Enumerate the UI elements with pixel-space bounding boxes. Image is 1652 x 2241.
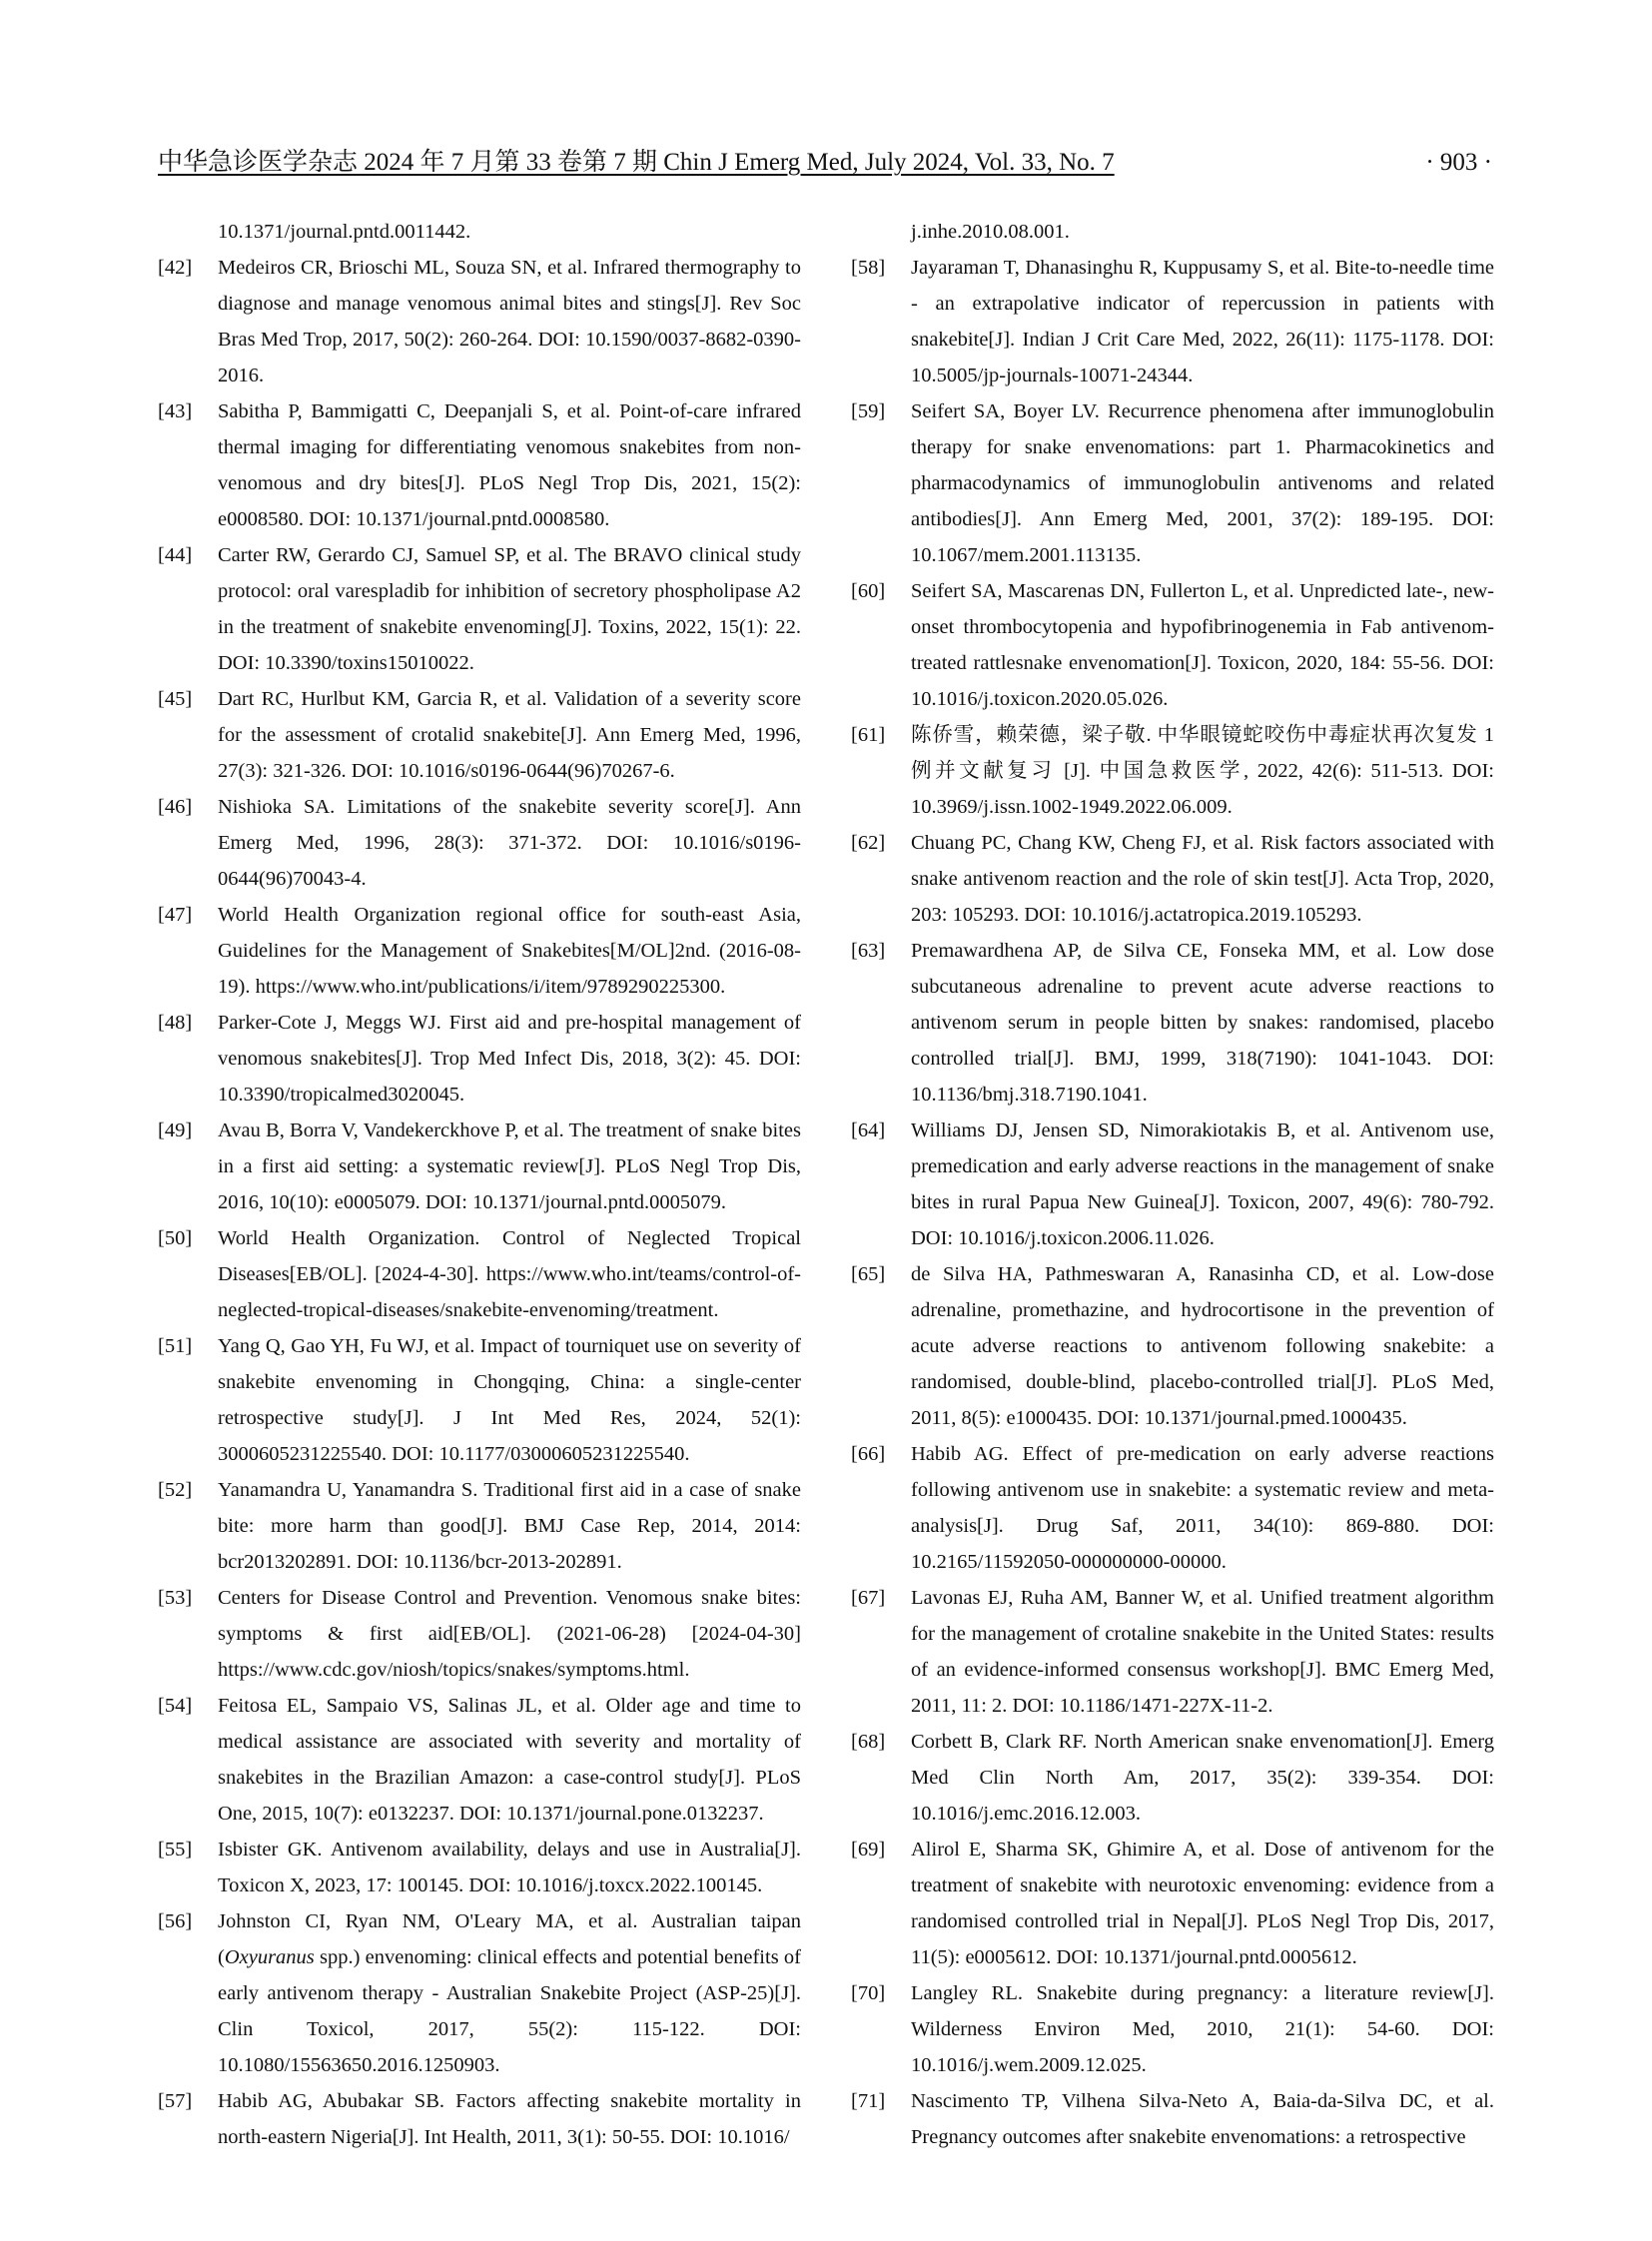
reference-item [158,1580,801,1688]
reference-text: 10.1371/journal.pntd.0011442. [218,221,471,243]
reference-item [851,1724,1494,1832]
reference-item [158,250,801,393]
reference-number: [50] [158,1227,193,1249]
reference-number: [67] [851,1587,886,1609]
reference-number: [64] [851,1120,886,1141]
reference-text: Jayaraman T, Dhanasinghu R, Kuppusamy S, et al. Bite-to-needle time - an extrapolative indicator of repercussion in patients with snakebite[J]. Indian J Crit Care Med, 2022, 26(11): 1175-1178. DOI: 10.5005/jp-journals-10071-24344. [911,257,1494,386]
reference-item [158,681,801,789]
reference-number: [57] [158,2090,193,2112]
reference-item [851,250,1494,393]
right-column [851,214,1494,2155]
page-number: · 903 · [1425,149,1492,176]
reference-number: [44] [158,544,193,566]
reference-text: de Silva HA, Pathmeswaran A, Ranasinha CD, et al. Low-dose adrenaline, promethazine, and hydrocortisone in the prevention of acute adverse reactions to antivenom following snakebite: a randomised, double-blind, placebo-controlled trial[J]. PLoS Med, 2011, 8(5): e1000435. DOI: 10.1371/journal.pmed.1000435. [911,1263,1494,1429]
reference-item [158,789,801,897]
reference-item [158,2083,801,2155]
reference-text: Yang Q, Gao YH, Fu WJ, et al. Impact of tourniquet use on severity of snakebite envenoming in Chongqing, China: a single-center retrospective study[J]. J Int Med Res, 2024, 52(1): 3000605231225540. DOI: 10.1177/03000605231225540. [218,1335,801,1465]
reference-item [851,1256,1494,1436]
reference-number: [68] [851,1731,886,1753]
reference-number: [48] [158,1012,193,1034]
reference-text: Avau B, Borra V, Vandekerckhove P, et al. The treatment of snake bites in a first aid setting: a systematic review[J]. PLoS Negl Trop Dis, 2016, 10(10): e0005079. DOI: 10.1371/journal.pntd.0005079. [218,1120,801,1213]
reference-item [158,393,801,537]
reference-number: [58] [851,257,886,279]
reference-list [851,250,1494,2155]
reference-text-part: Johnston CI, Ryan NM, O'Leary MA, et al. Australian taipan ( [218,1910,801,1968]
reference-number: [51] [158,1335,193,1357]
reference-item [158,1472,801,1580]
reference-item [158,1328,801,1472]
reference-item [851,825,1494,933]
reference-item [158,1832,801,1903]
reference-number: [47] [158,904,193,926]
reference-text: Isbister GK. Antivenom availability, delays and use in Australia[J]. Toxicon X, 2023, 17: 100145. DOI: 10.1016/j.toxcx.2022.100145. [218,1839,801,1896]
reference-text-part: spp.) envenoming: clinical effects and potential benefits of early antivenom therapy - Australian Snakebite Project (ASP-25)[J]. Clin Toxicol, 2017, 55(2): 115-122. DOI: 10.1080/15563650.2016.1250903. [218,1946,801,2076]
reference-text: Parker-Cote J, Meggs WJ. First aid and pre-hospital management of venomous snakebites[J]. Trop Med Infect Dis, 2018, 3(2): 45. DOI: 10.3390/tropicalmed3020045. [218,1012,801,1106]
reference-list [158,250,801,2155]
reference-text: Habib AG, Abubakar SB. Factors affecting snakebite mortality in north-eastern Nigeria[J]. Int Health, 2011, 3(1): 50-55. DOI: 10.1016/ [218,2090,801,2148]
reference-text: j.inhe.2010.08.001. [911,221,1070,243]
reference-number: [60] [851,580,886,602]
reference-text: World Health Organization. Control of Neglected Tropical Diseases[EB/OL]. [2024-4-30]. https://www.who.int/teams/control-of-neglected-tropical-diseases/snakebite-envenoming/treatment. [218,1227,801,1321]
reference-text: Lavonas EJ, Ruha AM, Banner W, et al. Unified treatment algorithm for the management of crotaline snakebite in the United States: results of an evidence-informed consensus workshop[J]. BMC Emerg Med, 2011, 11: 2. DOI: 10.1186/1471-227X-11-2. [911,1587,1494,1717]
reference-text: Dart RC, Hurlbut KM, Garcia R, et al. Validation of a severity score for the assessment of crotalid snakebite[J]. Ann Emerg Med, 1996, 27(3): 321-326. DOI: 10.1016/s0196-0644(96)70267-6. [218,688,801,782]
reference-item [851,1975,1494,2083]
reference-item [851,717,1494,825]
reference-text: Alirol E, Sharma SK, Ghimire A, et al. Dose of antivenom for the treatment of snakebite with neurotoxic envenoming: evidence from a randomised controlled trial in Nepal[J]. PLoS Negl Trop Dis, 2017, 11(5): e0005612. DOI: 10.1371/journal.pntd.0005612. [911,1839,1494,1968]
reference-item [851,1436,1494,1580]
reference-item [851,1832,1494,1975]
reference-item [851,2083,1494,2155]
left-column [158,214,801,2155]
reference-text: Nascimento TP, Vilhena Silva-Neto A, Baia-da-Silva DC, et al. Pregnancy outcomes after snakebite envenomations: a retrospective [911,2090,1494,2148]
reference-text: Feitosa EL, Sampaio VS, Salinas JL, et al. Older age and time to medical assistance are associated with severity and mortality of snakebites in the Brazilian Amazon: a case-control study[J]. PLoS One, 2015, 10(7): e0132237. DOI: 10.1371/journal.pone.0132237. [218,1695,801,1825]
reference-text: Premawardhena AP, de Silva CE, Fonseka MM, et al. Low dose subcutaneous adrenaline to prevent acute adverse reactions to antivenom serum in people bitten by snakes: randomised, placebo controlled trial[J]. BMJ, 1999, 318(7190): 1041-1043. DOI: 10.1136/bmj.318.7190.1041. [911,940,1494,1106]
reference-text: Seifert SA, Mascarenas DN, Fullerton L, et al. Unpredicted late-, new-onset thrombocytopenia and hypofibrinogenemia in Fab antivenom-treated rattlesnake envenomation[J]. Toxicon, 2020, 184: 55-56. DOI: 10.1016/j.toxicon.2020.05.026. [911,580,1494,710]
reference-text [218,1903,801,2083]
reference-number: [55] [158,1839,193,1861]
reference-number: [61] [851,724,886,746]
reference-text: Williams DJ, Jensen SD, Nimorakiotakis B, et al. Antivenom use, premedication and early adverse reactions in the management of snake bites in rural Papua New Guinea[J]. Toxicon, 2007, 49(6): 780-792. DOI: 10.1016/j.toxicon.2006.11.026. [911,1120,1494,1249]
reference-number: [59] [851,400,886,422]
page-header [158,146,1492,182]
reference-number: [43] [158,400,193,422]
reference-number: [53] [158,1587,193,1609]
reference-item [851,1113,1494,1256]
reference-item [158,897,801,1005]
reference-item [851,933,1494,1113]
reference-text: Carter RW, Gerardo CJ, Samuel SP, et al. The BRAVO clinical study protocol: oral varespladib for inhibition of secretory phospholipase A2 in the treatment of snakebite envenoming[J]. Toxins, 2022, 15(1): 22. DOI: 10.3390/toxins15010022. [218,544,801,674]
reference-number: [56] [158,1910,193,1932]
reference-item [158,1220,801,1328]
reference-item [158,1688,801,1832]
reference-continuation [158,214,801,250]
reference-text: Seifert SA, Boyer LV. Recurrence phenomena after immunoglobulin therapy for snake envenomations: part 1. Pharmacokinetics and pharmacodynamics of immunoglobulin antivenoms and related antibodies[J]. Ann Emerg Med, 2001, 37(2): 189-195. DOI: 10.1067/mem.2001.113135. [911,400,1494,566]
reference-text: World Health Organization regional office for south-east Asia, Guidelines for the Management of Snakebites[M/OL]2nd. (2016-08-19). https://www.who.int/publications/i/item/9789290225300. [218,904,801,998]
reference-item [158,1903,801,2083]
reference-text: Chuang PC, Chang KW, Cheng FJ, et al. Risk factors associated with snake antivenom reaction and the role of skin test[J]. Acta Trop, 2020, 203: 105293. DOI: 10.1016/j.actatropica.2019.105293. [911,832,1494,926]
reference-text: Langley RL. Snakebite during pregnancy: a literature review[J]. Wilderness Environ Med, 2010, 21(1): 54-60. DOI: 10.1016/j.wem.2009.12.025. [911,1982,1494,2076]
species-name-italic: Oxyuranus [224,1946,315,1968]
reference-text: 陈侨雪，赖荣德，梁子敬. 中华眼镜蛇咬伤中毒症状再次复发 1 例并文献复习 [J]. 中国急救医学, 2022, 42(6): 511-513. DOI: 10.3969/j.issn.1002-1949.2022.06.009. [911,724,1494,818]
reference-number: [69] [851,1839,886,1861]
reference-number: [70] [851,1982,886,2004]
reference-text: Sabitha P, Bammigatti C, Deepanjali S, et al. Point-of-care infrared thermal imaging for differentiating venomous snakebites from non-venomous and dry bites[J]. PLoS Negl Trop Dis, 2021, 15(2): e0008580. DOI: 10.1371/journal.pntd.0008580. [218,400,801,530]
reference-number: [63] [851,940,886,962]
reference-number: [49] [158,1120,193,1141]
reference-text: Yanamandra U, Yanamandra S. Traditional first aid in a case of snake bite: more harm than good[J]. BMJ Case Rep, 2014, 2014: bcr2013202891. DOI: 10.1136/bcr-2013-202891. [218,1479,801,1573]
reference-number: [71] [851,2090,886,2112]
reference-number: [54] [158,1695,193,1717]
reference-number: [52] [158,1479,193,1501]
reference-number: [66] [851,1443,886,1465]
reference-item [158,537,801,681]
reference-item [851,1580,1494,1724]
reference-item [851,393,1494,573]
reference-number: [62] [851,832,886,854]
reference-text: Corbett B, Clark RF. North American snake envenomation[J]. Emerg Med Clin North Am, 2017, 35(2): 339-354. DOI: 10.1016/j.emc.2016.12.003. [911,1731,1494,1825]
reference-item [158,1113,801,1220]
reference-item [158,1005,801,1113]
journal-header: 中华急诊医学杂志 2024 年 7 月第 33 卷第 7 期 Chin J Emerg Med, July 2024, Vol. 33, No. 7 [158,149,1115,176]
reference-number: [42] [158,257,193,279]
reference-item [851,573,1494,717]
reference-number: [46] [158,796,193,818]
reference-continuation [851,214,1494,250]
reference-text: Nishioka SA. Limitations of the snakebite severity score[J]. Ann Emerg Med, 1996, 28(3): 371-372. DOI: 10.1016/s0196-0644(96)70043-4. [218,796,801,890]
reference-number: [45] [158,688,193,710]
reference-text: Medeiros CR, Brioschi ML, Souza SN, et al. Infrared thermography to diagnose and manage venomous animal bites and stings[J]. Rev Soc Bras Med Trop, 2017, 50(2): 260-264. DOI: 10.1590/0037-8682-0390-2016. [218,257,801,386]
reference-number: [65] [851,1263,886,1285]
reference-text: Habib AG. Effect of pre-medication on early adverse reactions following antivenom use in snakebite: a systematic review and meta-analysis[J]. Drug Saf, 2011, 34(10): 869-880. DOI: 10.2165/11592050-000000000-00000. [911,1443,1494,1573]
reference-text: Centers for Disease Control and Prevention. Venomous snake bites: symptoms & first aid[EB/OL]. (2021-06-28) [2024-04-30] https://www.cdc.gov/niosh/topics/snakes/symptoms.html. [218,1587,801,1681]
